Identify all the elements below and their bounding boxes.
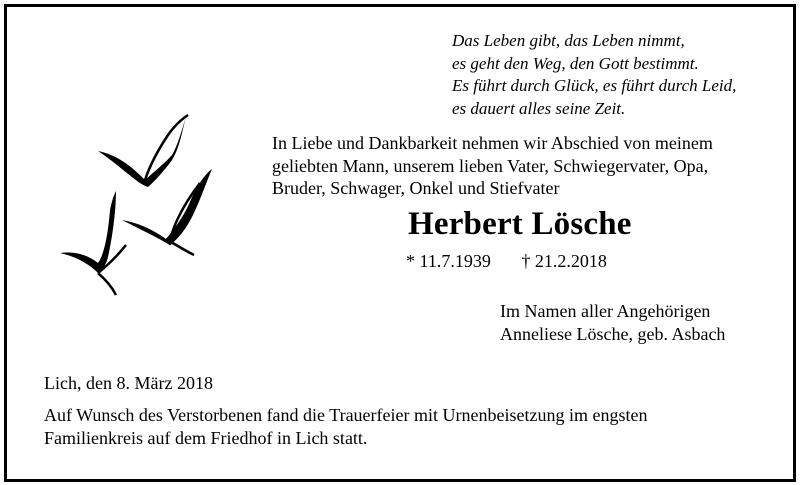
funeral-note — [44, 404, 647, 449]
poem-line: es dauert alles seine Zeit. — [452, 98, 626, 118]
signature — [500, 300, 725, 346]
poem-line: es geht den Weg, den Gott bestimmt. — [452, 53, 699, 73]
note-line: Familienkreis auf dem Friedhof in Lich statt. — [44, 427, 368, 448]
life-dates — [406, 251, 607, 272]
poem-line: Es führt durch Glück, es führt durch Leid, — [452, 76, 737, 95]
poem-line: Das Leben gibt, das Leben nimmt, — [452, 31, 685, 50]
note-line: Auf Wunsch des Verstorbenen fand die Trauerfeier mit Urnenbeisetzung im engsten — [44, 405, 648, 425]
birth-date: * 11.7.1939 — [406, 251, 491, 271]
intro-line: In Liebe und Dankbarkeit nehmen wir Abschied von meinem — [272, 133, 713, 153]
bird-icon — [60, 191, 116, 273]
deceased-name: Herbert Lösche — [408, 206, 632, 242]
intro-line: geliebten Mann, unserem lieben Vater, Schwiegervater, Opa, — [272, 155, 709, 176]
intro-line: Bruder, Schwager, Onkel und Stiefvater — [272, 178, 560, 198]
intro-text — [272, 132, 713, 200]
bird-icon — [122, 169, 212, 245]
place-date: Lich, den 8. März 2018 — [44, 373, 213, 393]
flying-birds-icon — [40, 105, 230, 300]
death-date: † 21.2.2018 — [521, 251, 607, 271]
signature-line: Im Namen aller Angehörigen — [500, 301, 711, 321]
poem — [452, 30, 736, 120]
signature-name: Anneliese Lösche, geb. Asbach — [500, 324, 726, 344]
